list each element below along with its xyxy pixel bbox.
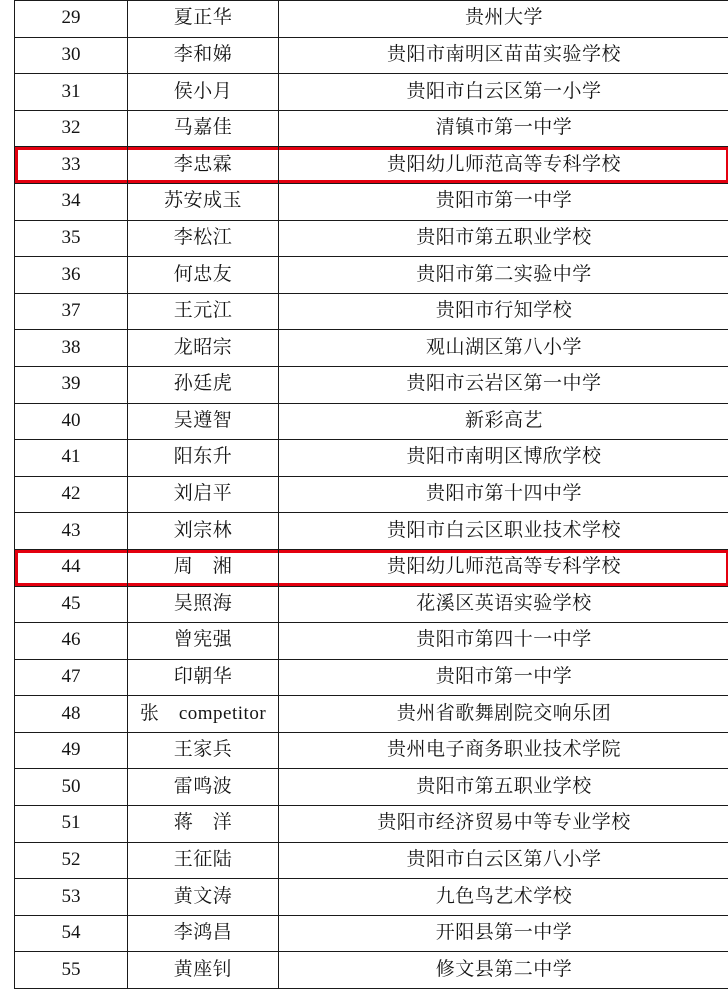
cell-name: 蒋 洋 bbox=[128, 806, 279, 843]
cell-name: 李忠霖 bbox=[128, 147, 279, 184]
table-row bbox=[15, 330, 728, 367]
cell-unit: 贵阳市白云区职业技术学校 bbox=[279, 513, 728, 550]
cell-index: 47 bbox=[15, 659, 128, 696]
cell-name: 李松江 bbox=[128, 220, 279, 257]
cell-index: 30 bbox=[15, 37, 128, 74]
cell-unit: 贵阳市白云区第一小学 bbox=[279, 74, 728, 111]
table-row bbox=[15, 915, 728, 952]
cell-index: 29 bbox=[15, 1, 128, 38]
table-row bbox=[15, 696, 728, 733]
cell-index: 37 bbox=[15, 293, 128, 330]
cell-index: 51 bbox=[15, 806, 128, 843]
table-row bbox=[15, 293, 728, 330]
cell-unit: 贵阳市经济贸易中等专业学校 bbox=[279, 806, 728, 843]
cell-index: 52 bbox=[15, 842, 128, 879]
cell-name: 阳东升 bbox=[128, 440, 279, 477]
cell-index: 33 bbox=[15, 147, 128, 184]
cell-unit: 开阳县第一中学 bbox=[279, 915, 728, 952]
cell-name: 吴照海 bbox=[128, 586, 279, 623]
cell-name: 刘启平 bbox=[128, 476, 279, 513]
cell-index: 45 bbox=[15, 586, 128, 623]
table-row bbox=[15, 659, 728, 696]
cell-name: 龙昭宗 bbox=[128, 330, 279, 367]
cell-index: 40 bbox=[15, 403, 128, 440]
cell-index: 48 bbox=[15, 696, 128, 733]
cell-index: 38 bbox=[15, 330, 128, 367]
cell-unit: 贵阳市第五职业学校 bbox=[279, 220, 728, 257]
cell-unit: 花溪区英语实验学校 bbox=[279, 586, 728, 623]
table-row bbox=[15, 257, 728, 294]
cell-unit: 贵阳幼儿师范高等专科学校 bbox=[279, 549, 728, 586]
cell-index: 54 bbox=[15, 915, 128, 952]
table-row bbox=[15, 952, 728, 989]
table-row bbox=[15, 842, 728, 879]
table-row bbox=[15, 1, 728, 38]
cell-index: 41 bbox=[15, 440, 128, 477]
cell-index: 35 bbox=[15, 220, 128, 257]
cell-unit: 观山湖区第八小学 bbox=[279, 330, 728, 367]
cell-index: 53 bbox=[15, 879, 128, 916]
cell-index: 36 bbox=[15, 257, 128, 294]
cell-unit: 贵州大学 bbox=[279, 1, 728, 38]
cell-name: 苏安成玉 bbox=[128, 183, 279, 220]
table-row bbox=[15, 74, 728, 111]
table-row bbox=[15, 879, 728, 916]
roster-table-body bbox=[15, 1, 728, 989]
cell-unit: 贵州电子商务职业技术学院 bbox=[279, 732, 728, 769]
cell-unit: 九色鸟艺术学校 bbox=[279, 879, 728, 916]
cell-name: 黄座钊 bbox=[128, 952, 279, 989]
cell-index: 55 bbox=[15, 952, 128, 989]
cell-index: 42 bbox=[15, 476, 128, 513]
cell-name: 夏正华 bbox=[128, 1, 279, 38]
table-row bbox=[15, 110, 728, 147]
table-row bbox=[15, 476, 728, 513]
cell-name: 王元江 bbox=[128, 293, 279, 330]
cell-name: 曾宪强 bbox=[128, 623, 279, 660]
cell-index: 39 bbox=[15, 366, 128, 403]
cell-unit: 贵阳市白云区第八小学 bbox=[279, 842, 728, 879]
cell-unit: 贵阳市第十四中学 bbox=[279, 476, 728, 513]
table-row bbox=[15, 549, 728, 586]
table-row bbox=[15, 513, 728, 550]
cell-name: 王征陆 bbox=[128, 842, 279, 879]
cell-name: 吴遵智 bbox=[128, 403, 279, 440]
table-row bbox=[15, 183, 728, 220]
cell-unit: 贵阳市云岩区第一中学 bbox=[279, 366, 728, 403]
cell-name: 印朝华 bbox=[128, 659, 279, 696]
cell-name: 李鸿昌 bbox=[128, 915, 279, 952]
cell-index: 49 bbox=[15, 732, 128, 769]
cell-unit: 贵阳市南明区苗苗实验学校 bbox=[279, 37, 728, 74]
cell-index: 44 bbox=[15, 549, 128, 586]
cell-name: 李和娣 bbox=[128, 37, 279, 74]
cell-index: 31 bbox=[15, 74, 128, 111]
cell-index: 34 bbox=[15, 183, 128, 220]
cell-unit: 修文县第二中学 bbox=[279, 952, 728, 989]
cell-name: 侯小月 bbox=[128, 74, 279, 111]
table-row bbox=[15, 586, 728, 623]
cell-name: 周 湘 bbox=[128, 549, 279, 586]
table-row bbox=[15, 732, 728, 769]
cell-unit: 贵阳幼儿师范高等专科学校 bbox=[279, 147, 728, 184]
cell-index: 32 bbox=[15, 110, 128, 147]
cell-name: 黄文涛 bbox=[128, 879, 279, 916]
table-row bbox=[15, 806, 728, 843]
cell-unit: 贵阳市第四十一中学 bbox=[279, 623, 728, 660]
table-row bbox=[15, 440, 728, 477]
cell-name: 张 competitor bbox=[128, 696, 279, 733]
cell-name: 雷鸣波 bbox=[128, 769, 279, 806]
cell-unit: 贵阳市第一中学 bbox=[279, 183, 728, 220]
cell-unit: 贵阳市第二实验中学 bbox=[279, 257, 728, 294]
table-row bbox=[15, 403, 728, 440]
cell-name: 何忠友 bbox=[128, 257, 279, 294]
cell-index: 43 bbox=[15, 513, 128, 550]
table-row bbox=[15, 769, 728, 806]
cell-unit: 清镇市第一中学 bbox=[279, 110, 728, 147]
cell-index: 50 bbox=[15, 769, 128, 806]
cell-unit: 贵州省歌舞剧院交响乐团 bbox=[279, 696, 728, 733]
cell-unit: 贵阳市南明区博欣学校 bbox=[279, 440, 728, 477]
cell-unit: 贵阳市第五职业学校 bbox=[279, 769, 728, 806]
cell-name: 马嘉佳 bbox=[128, 110, 279, 147]
table-row bbox=[15, 37, 728, 74]
table-row bbox=[15, 623, 728, 660]
table-row bbox=[15, 366, 728, 403]
cell-unit: 新彩高艺 bbox=[279, 403, 728, 440]
table-row bbox=[15, 147, 728, 184]
cell-name: 刘宗林 bbox=[128, 513, 279, 550]
cell-unit: 贵阳市行知学校 bbox=[279, 293, 728, 330]
cell-index: 46 bbox=[15, 623, 128, 660]
cell-unit: 贵阳市第一中学 bbox=[279, 659, 728, 696]
cell-name: 孙廷虎 bbox=[128, 366, 279, 403]
roster-table bbox=[14, 0, 728, 989]
table-row bbox=[15, 220, 728, 257]
cell-name: 王家兵 bbox=[128, 732, 279, 769]
